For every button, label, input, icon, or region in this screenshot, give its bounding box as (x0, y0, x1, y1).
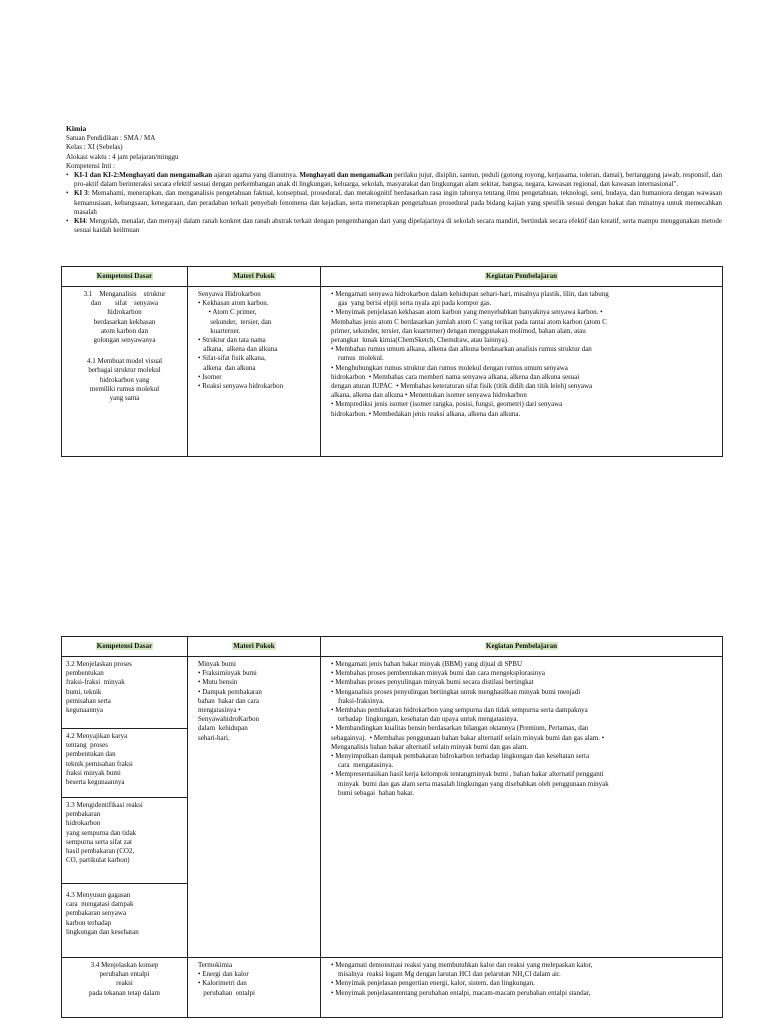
materi-pokok-cell (188, 287, 321, 457)
text-line: pembentukan dan (66, 750, 116, 759)
text-line: hidrokarbon • Membahas cara memberi nama senyawa alkana, alkena dan alkuna sesuai (331, 372, 580, 381)
bullet-icon: • (66, 171, 69, 180)
text-line: perubahan entalpi (99, 970, 150, 979)
text-line: • Memprediksi jenis isomer (isomer rangka, posisi, fungsi, geometri) dari senyawa (331, 400, 563, 409)
text-line: gas yang berisi elpiji serta nyala api pada kompor gas. (331, 299, 492, 308)
text-line: • Membahas proses penyulingan minyak bumi secara distilasi bertingkat (331, 678, 534, 687)
text-line: Termokimia (198, 961, 233, 969)
text-line: Senyawa Hidrokarbon (198, 290, 261, 298)
text-line: hidrokarbon. • Membedakan jenis reaksi alkana, alkena dan alkuna. (331, 409, 521, 418)
text-line: 4.2 Menyajikan karya (66, 732, 128, 740)
text-line: pada tekanan tetap dalam (89, 988, 160, 997)
text-line: berdasarkan kekhasan (93, 317, 156, 326)
materi-pokok-termokimia (188, 958, 321, 1018)
text-line: 4.1 Membuat model visual (86, 357, 163, 366)
subject-title: Kimia (66, 124, 87, 133)
text-line: 3.4 Menjelaskan konsep (90, 961, 159, 969)
materi-pokok-cell (188, 657, 321, 958)
text-line: hidrokarbon yang (99, 375, 150, 384)
ki1-text-b: perilaku jujur, disiplin, santun, peduli (gotong royong, kerjasama, toleran, damai), bertanggung jawab, responsif, dan pro-aktif dalam berinteraksi secara efektif sesuai dengan perkembangan anak di lingkungan, keluarga, sekolah, masyarakat dan lingkungan alam sekitar, bangsa, negara, kawasan regional, dan kawasan internasional". (74, 171, 722, 189)
ki1-bold-b: Menghayati dan mengamalkan (299, 171, 393, 180)
kd-3-2 (62, 657, 187, 729)
text-line: • Menyimak penjelasan kekhasan atom karbon yang menyebabkan banyaknya senyawa karbon. • (331, 308, 603, 317)
text-line: hidrokarbon (66, 819, 101, 828)
text-line: berbagai struktur molekul (88, 366, 161, 375)
kompetensi-inti-label: Kompetensi Inti : (66, 161, 115, 170)
kompetensi-dasar-cell (62, 657, 188, 958)
text-line: • Membahas rumus umum alkana, alkena dan alkuna berdasarkan analisis rumus struktur dan (331, 345, 592, 354)
text-line: • Struktur dan tata nama (198, 336, 266, 345)
text-line: 3.2 Menjelaskan proses (66, 660, 132, 668)
text-line: primer, sekunder, tersier, dan kuarterner) dengan menggunakan molimod, bahan alam, atau (331, 326, 586, 335)
text-line: • Mengamati demonstrasi reaksi yang membutuhkan kalor dan reaksi yang melepaskan kalor, (331, 961, 593, 969)
text-line: pembentukan (66, 669, 104, 678)
col-materi-pokok: Materi Pokok (188, 267, 321, 287)
col-kegiatan-pembelajaran: Kegiatan Pembelajaran (321, 637, 723, 657)
text-line: • Mutu bensin (198, 678, 238, 687)
kelas: Kelas : XI (Sebelas) (66, 143, 123, 152)
text-line: alkena dan alkuna (198, 363, 256, 372)
bullet-icon: • (66, 217, 69, 226)
satuan-pendidikan: Satuan Pendidikan : SMA / MA (66, 134, 156, 143)
text-line: • Atom C primer, (198, 308, 257, 317)
ki4-text: : Mengolah, menalar, dan menyaji dalam ranah konkret dan ranah abstrak terkait dengan pengembangan dari yang dipelajarinya di sekolah secara mandiri, bertindak secara efektif dan kreatif, serta mampu menggunakan metode sesuai kaidah keilmuan (74, 217, 722, 235)
kd-3-4 (62, 958, 188, 1018)
text-line: • Menyimpulkan dampak pembakaran hidrokarbon terhadap lingkungan dan kesehatan serta (331, 752, 590, 761)
text-line: sebagainya). • Membahas penggunaan bahan bakar alternatif selain minyak bumi dan gas alam. • (331, 733, 605, 742)
text-line: • Kekhasan atom karbon. (198, 299, 269, 308)
col-kompetensi-dasar: Kompetensi Dasar (62, 637, 188, 657)
table-row (62, 958, 723, 1018)
text-line: sehari-hari. (198, 733, 230, 742)
text-line: • Energi dan kalor (198, 970, 249, 979)
text-line: lingkungan dan kesehatan (66, 927, 139, 936)
text-line: bumi sebagai bahan bakar. (331, 788, 415, 797)
text-line: fraksi-fraksi minyak (66, 678, 125, 687)
ki1-text-a: ajaran agama yang dianutnya. (212, 171, 300, 180)
text-line: • Mengamati senyawa hidrokarbon dalam kehidupan sehari-hari, misalnya plastik, lilin, dan tabung (331, 290, 609, 298)
text-line: minyak bumi dan gas alam serta masalah lingkungan yang disebabkan oleh penggunaan minyak (331, 779, 609, 788)
document-header (66, 124, 722, 235)
text-line: Membahas jenis atom C berdasarkan jumlah atom C yang terikat pada rantai atom karbon (atom C (331, 317, 607, 326)
ki4-bold: KI4 (74, 217, 86, 226)
text-line: kegunaannya (66, 706, 103, 715)
kegiatan-pembelajaran-cell (321, 657, 723, 958)
text-line: bahan bakar dan cara (198, 696, 260, 705)
text-line: pembakaran senyawa (66, 909, 127, 918)
kd-4-3 (62, 884, 187, 941)
text-line: bumi, teknik (66, 687, 102, 696)
text-line: • Kalorimetri dan (198, 979, 247, 988)
col-materi-pokok: Materi Pokok (188, 637, 321, 657)
text-line: • Menganalisis proses penyulingan bertingkat untuk menghasilkan minyak bumi menjadi (331, 687, 581, 696)
text-line: beserta kegunaannya (66, 778, 125, 787)
table-row (62, 287, 723, 457)
text-line: • Mempresentasikan hasil kerja kelompok tentangminyak bumi , bahan bakar alternatif pengganti (331, 770, 604, 779)
bullet-icon: • (66, 189, 69, 198)
text-line: • Menyimak penjelasantentang perubahan entalpi, macam-macam perubahan entalpi standar, (331, 988, 591, 997)
text-line: golongan senyawanya (93, 336, 156, 345)
text-line: alkana, alkena dan alkuna (198, 345, 278, 354)
text-line: mengatasinya • (198, 706, 241, 715)
text-line: • Membahas proses pembentukan minyak bumi dan cara mengeksplorasinya (331, 669, 545, 678)
text-line: dengan aturan IUPAC • Membahas keteraturan sifat fisik (titik didih dan titik leleh) senyawa (331, 382, 593, 391)
text-line: pemisahan serta (66, 696, 111, 705)
text-line: • Membahas pembakaran hidrokarbon yang sempurna dan tidak sempurna serta dampaknya (331, 706, 588, 715)
table-header-row (62, 267, 723, 287)
ki-4 (66, 217, 722, 235)
text-line: cara mengatasinya. (331, 761, 394, 770)
text-line: memiliki rumus molekul (89, 384, 160, 393)
text-line: misalnya reaksi logam Mg dengan larutan HCl dan pelarutan NH₄Cl dalam air. (331, 970, 561, 979)
text-line: sekunder, tersier, dan (198, 317, 272, 326)
text-line: • Sifat-sifat fisik alkana, (198, 354, 266, 363)
text-line: kuarterner. (198, 326, 241, 335)
kd-3-1 (66, 290, 183, 345)
text-line: teknik pemisahan fraksi (66, 759, 133, 768)
text-line: Menganalisis bahan bakar alternatif selain minyak bumi dan gas alam. (331, 742, 529, 751)
text-line: terhadap lingkungan, kesehatan dan upaya untuk mengatasinya. (331, 715, 519, 724)
text-line: alkana, alkena dan alkuna • Menentukan isomer senyawa hidrokarbon (331, 391, 527, 400)
text-line: • Membandingkan kualitas bensin berdasarkan bilangan oktannya (Premium, Pertamax, dan (331, 724, 589, 733)
table-row (62, 657, 723, 958)
text-line: CO, partikulat karbon) (66, 856, 130, 865)
text-line: • Isomer (198, 372, 222, 381)
ki1-bold-a: KI-1 dan KI-2:Menghayati dan mengamalkan (74, 171, 213, 180)
text-line: • Dampak pembakaran (198, 687, 262, 696)
text-line: 3.3 Mengidentifikasi reaksi (66, 801, 143, 809)
kd-3-3 (62, 798, 187, 884)
kd-4-2 (62, 729, 187, 798)
text-line: fraksi-fraksinya. (331, 696, 385, 705)
text-line: hidrokarbon (107, 308, 142, 317)
text-line: 4.3 Menyusun gagasan (66, 891, 131, 899)
ki3-text: : Memahami, menerapkan, dan menganalisis pengetahuan faktual, konseptual, prosedural, dan metakognitif berdasarkan rasa ingin tahunya tentang ilmu pengetahuan, teknologi, seni, budaya, dan humaniora dengan wawasan kemanusiaan, kebangsaan, kenegaraan, dan peradaban terkait penyebab fenomena dan kejadian, serta menerapkan pengetahuan prosedural pada bidang kajian yang spesifik sesuai dengan bakat dan minatnya untuk memecahkan masalah (74, 189, 722, 216)
text-line: sempurna serta sifat zat (66, 837, 132, 846)
text-line: reaksi (116, 979, 133, 988)
text-line: • Fraksiminyak bumi (198, 669, 257, 678)
col-kompetensi-dasar: Kompetensi Dasar (62, 267, 188, 287)
text-line: • Mengamati jenis bahan bakar minyak (BBM) yang dijual di SPBU (331, 660, 523, 668)
table-minyak-bumi (61, 636, 723, 1018)
col-kegiatan-pembelajaran: Kegiatan Pembelajaran (321, 267, 723, 287)
ki3-bold: KI 3 (74, 189, 88, 198)
table-hidrokarbon (61, 266, 723, 457)
kd-4-1 (66, 357, 183, 403)
text-line: tentang proses (66, 741, 108, 750)
text-line: • Reaksi senyawa hidrokarbon (198, 382, 284, 391)
text-line: karbon terhadap (66, 918, 112, 927)
text-line: yang sama (109, 394, 140, 403)
kegiatan-termokimia (321, 958, 723, 1018)
text-line: hasil pembakaran (CO2, (66, 847, 135, 856)
ki-3 (66, 189, 722, 217)
kegiatan-pembelajaran-cell (321, 287, 723, 457)
text-line: rumus molekul. (331, 354, 384, 363)
ki-1-2 (66, 171, 722, 189)
text-line: atom karbon dan (100, 326, 149, 335)
alokasi-waktu: Alokasi waktu : 4 jam pelajaran/minggu (66, 152, 179, 161)
text-line: SenyawahidroKarbon (198, 715, 260, 724)
kompetensi-dasar-cell (62, 287, 188, 457)
text-line: Minyak bumi (198, 660, 236, 668)
text-line: perubahan entalpi (198, 988, 255, 997)
text-line: cara mengatasi dampak (66, 900, 134, 909)
text-line: fraksi minyak bumi (66, 768, 121, 777)
text-line: 3.1 Menganalisis struktur (83, 290, 166, 298)
text-line: • Menyimak penjelasan pengertian energi, kalor, sistem, dan lingkungan. (331, 979, 535, 988)
table-header-row (62, 637, 723, 657)
text-line: perangkat lunak kimia(ChemSketch, Chemdraw, atau lainnya). (331, 336, 509, 345)
text-line: dalam kehidupan (198, 724, 248, 733)
text-line: dan sifat senyawa (90, 299, 159, 308)
text-line: • Menghubungkan rumus struktur dan rumus molekul dengan rumus umum senyawa (331, 363, 568, 372)
text-line: pembakaran (66, 810, 101, 819)
text-line: yang sempurna dan tidak (66, 828, 137, 837)
